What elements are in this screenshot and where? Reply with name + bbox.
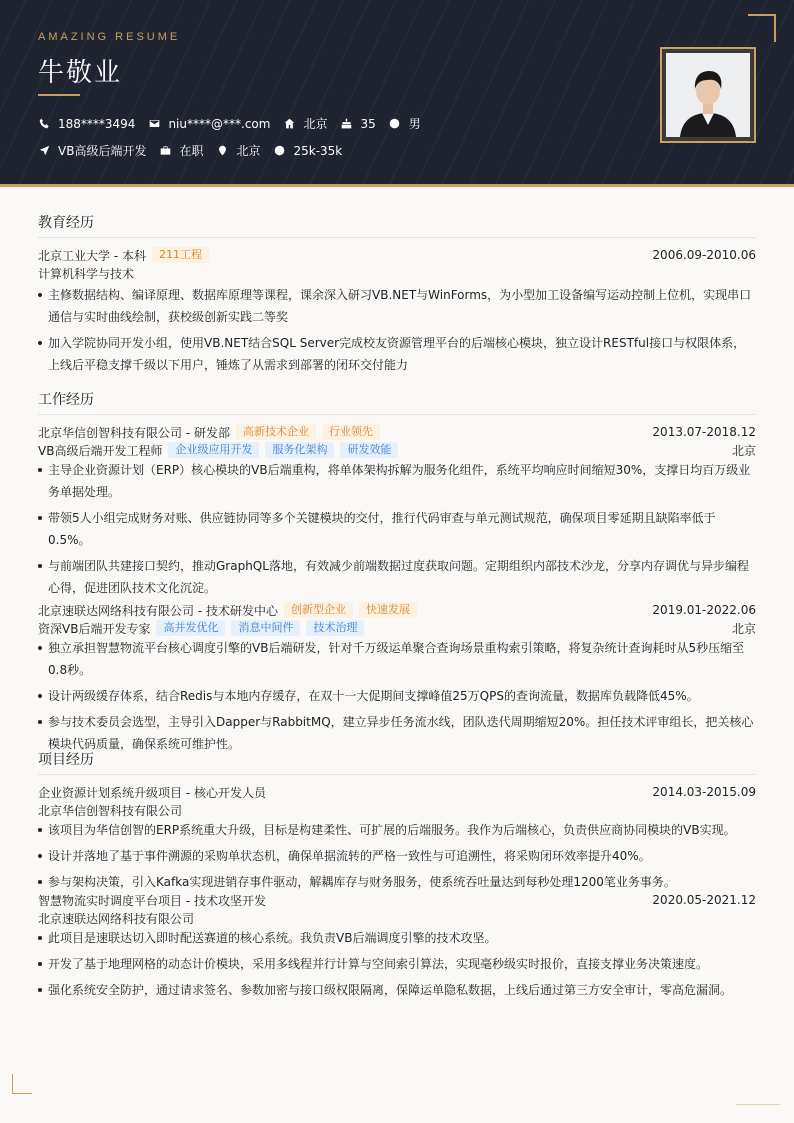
status-item xyxy=(159,142,203,159)
list-item: 强化系统安全防护，通过请求签名、参数加密与接口级权限隔离，保障运单隐私数据，上线后通过第三方安全审计，零高危漏洞。 xyxy=(38,979,756,1001)
education-date: 2006.09-2010.06 xyxy=(652,248,756,262)
mail-icon xyxy=(148,118,160,130)
gender-text: 男 xyxy=(408,117,421,131)
corner-decoration xyxy=(736,1104,780,1105)
list-item: 独立承担智慧物流平台核心调度引擎的VB后端研发，针对千万级运单聚合查询场景重构索引策略，将复杂统计查询耗时从5秒压缩至0.8秒。 xyxy=(38,637,756,681)
gender-item xyxy=(389,115,421,132)
role-tag: 技术治理 xyxy=(306,620,364,636)
list-item: 开发了基于地理网格的动态计价模块，采用多线程并行计算与空间索引算法，实现毫秒级实时报价，直接支撑业务决策速度。 xyxy=(38,953,756,975)
cake-icon xyxy=(340,118,352,130)
role-tag: 消息中间件 xyxy=(231,620,300,636)
city-text: 北京 xyxy=(236,144,261,158)
company-name: 北京华信创智科技有限公司 - 研发部 xyxy=(38,425,230,440)
list-item: 主修数据结构、编译原理、数据库原理等课程，课余深入研习VB.NET与WinForms，为小型加工设备编写运动控制上位机，实现串口通信与实时曲线绘制，获校级创新实践二等奖 xyxy=(38,284,756,328)
status-text: 在职 xyxy=(179,144,204,158)
work-section xyxy=(38,389,756,759)
list-item: 设计并落地了基于事件溯源的采购单状态机，确保单据流转的严格一致性与可追溯性，将采购闭环效率提升40%。 xyxy=(38,845,756,867)
job-entry xyxy=(38,601,756,755)
phone-text: 188****3494 xyxy=(58,116,136,131)
project-company: 北京华信创智科技有限公司 xyxy=(38,803,183,818)
position-item xyxy=(38,142,146,159)
company-tag: 高新技术企业 xyxy=(236,424,316,440)
project-date: 2020.05-2021.12 xyxy=(652,893,756,907)
brand-label: AMAZING RESUME xyxy=(38,31,181,43)
project-entry xyxy=(38,891,756,1001)
list-item: 与前端团队共建接口契约，推动GraphQL落地，有效减少前端数据过度获取问题。定期组织内部技术沙龙，分享内存调优与异步编程心得，促进团队技术文化沉淀。 xyxy=(38,555,756,599)
project-entry xyxy=(38,783,756,893)
education-entry-head xyxy=(38,246,756,264)
resume-header xyxy=(0,0,794,187)
job-role: VB高级后端开发工程师 xyxy=(38,443,163,458)
phone-icon xyxy=(38,118,50,130)
project-date: 2014.03-2015.09 xyxy=(652,785,756,799)
project-name: 智慧物流实时调度平台项目 - 技术攻坚开发 xyxy=(38,893,266,908)
salary-item xyxy=(273,144,342,158)
age-text: 35 xyxy=(360,116,376,131)
school-tag: 211工程 xyxy=(152,247,209,263)
company-tag: 创新型企业 xyxy=(284,602,353,618)
contact-row xyxy=(38,115,434,132)
position-text: VB高级后端开发 xyxy=(58,144,147,158)
job-city: 北京 xyxy=(731,443,756,458)
major: 计算机科学与技术 xyxy=(38,266,135,281)
job-city: 北京 xyxy=(731,621,756,636)
role-tag: 企业级应用开发 xyxy=(168,442,259,458)
age-item xyxy=(340,117,375,131)
project-bullets xyxy=(38,927,756,1001)
role-tag: 服务化架构 xyxy=(265,442,334,458)
list-item: 主导企业资源计划（ERP）核心模块的VB后端重构，将单体架构拆解为服务化组件，系统平均响应时间缩短30%，支撑日均百万级业务单据处理。 xyxy=(38,459,756,503)
salary-text: 25k-35k xyxy=(293,143,343,158)
company-tag: 快速发展 xyxy=(359,602,417,618)
home-item xyxy=(283,115,327,132)
job-bullets xyxy=(38,637,756,755)
list-item: 设计两级缓存体系，结合Redis与本地内存缓存，在双十一大促期间支撑峰值25万QPS的查询流量，数据库负载降低45%。 xyxy=(38,685,756,707)
company-tag: 行业领先 xyxy=(322,424,380,440)
job-intent-row xyxy=(38,142,355,159)
avatar xyxy=(660,47,756,143)
job-entry xyxy=(38,423,756,599)
job-date: 2019.01-2022.06 xyxy=(652,603,756,617)
education-bullets xyxy=(38,284,756,376)
section-title: 教育经历 xyxy=(38,212,756,238)
job-role: 资深VB后端开发专家 xyxy=(38,621,151,636)
job-bullets xyxy=(38,459,756,599)
candidate-name: 牛敬业 xyxy=(38,58,123,88)
email-item xyxy=(148,117,270,131)
email-text: niu****@***.com xyxy=(168,116,271,131)
list-item: 参与架构决策，引入Kafka实现进销存事件驱动，解耦库存与财务服务，使系统吞吐量达到每秒处理1200笔业务事务。 xyxy=(38,871,756,893)
home-icon xyxy=(283,118,295,130)
project-bullets xyxy=(38,819,756,893)
list-item: 带领5人小组完成财务对账、供应链协同等多个关键模块的交付，推行代码审查与单元测试规范，确保项目零延期且缺陷率低于0.5%。 xyxy=(38,507,756,551)
city-item xyxy=(216,142,260,159)
status-icon xyxy=(159,145,171,157)
corner-decoration xyxy=(748,14,776,42)
school-name: 北京工业大学 - 本科 xyxy=(38,248,146,263)
job-date: 2013.07-2018.12 xyxy=(652,425,756,439)
salary-icon xyxy=(273,145,285,157)
section-title: 工作经历 xyxy=(38,389,756,415)
education-section xyxy=(38,212,756,380)
location-icon xyxy=(216,145,228,157)
home-text: 北京 xyxy=(303,117,328,131)
list-item: 参与技术委员会选型，主导引入Dapper与RabbitMQ，建立异步任务流水线，团队迭代周期缩短20%。担任技术评审组长，把关核心模块代码质量，确保系统可维护性。 xyxy=(38,711,756,755)
project-name: 企业资源计划系统升级项目 - 核心开发人员 xyxy=(38,785,266,800)
corner-decoration xyxy=(12,1074,32,1094)
list-item: 此项目是速联达切入即时配送赛道的核心系统。我负责VB后端调度引擎的技术攻坚。 xyxy=(38,927,756,949)
list-item: 加入学院协同开发小组，使用VB.NET结合SQL Server完成校友资源管理平台的后端核心模块，独立设计RESTful接口与权限体系，上线后平稳支撑千级以下用户，锤炼了从需求到部署的闭环交付能力 xyxy=(38,332,756,376)
role-tag: 高并发优化 xyxy=(156,620,225,636)
gender-icon xyxy=(389,118,401,130)
avatar-photo xyxy=(666,53,750,137)
name-underline xyxy=(38,94,80,96)
phone-item xyxy=(38,117,135,131)
projects-section xyxy=(38,749,756,1005)
project-company: 北京速联达网络科技有限公司 xyxy=(38,911,195,926)
section-title: 项目经历 xyxy=(38,749,756,775)
company-name: 北京速联达网络科技有限公司 - 技术研发中心 xyxy=(38,603,278,618)
send-icon xyxy=(38,145,50,157)
list-item: 该项目为华信创智的ERP系统重大升级，目标是构建柔性、可扩展的后端服务。我作为后端核心，负责供应商协同模块的VB实现。 xyxy=(38,819,756,841)
role-tag: 研发效能 xyxy=(340,442,398,458)
